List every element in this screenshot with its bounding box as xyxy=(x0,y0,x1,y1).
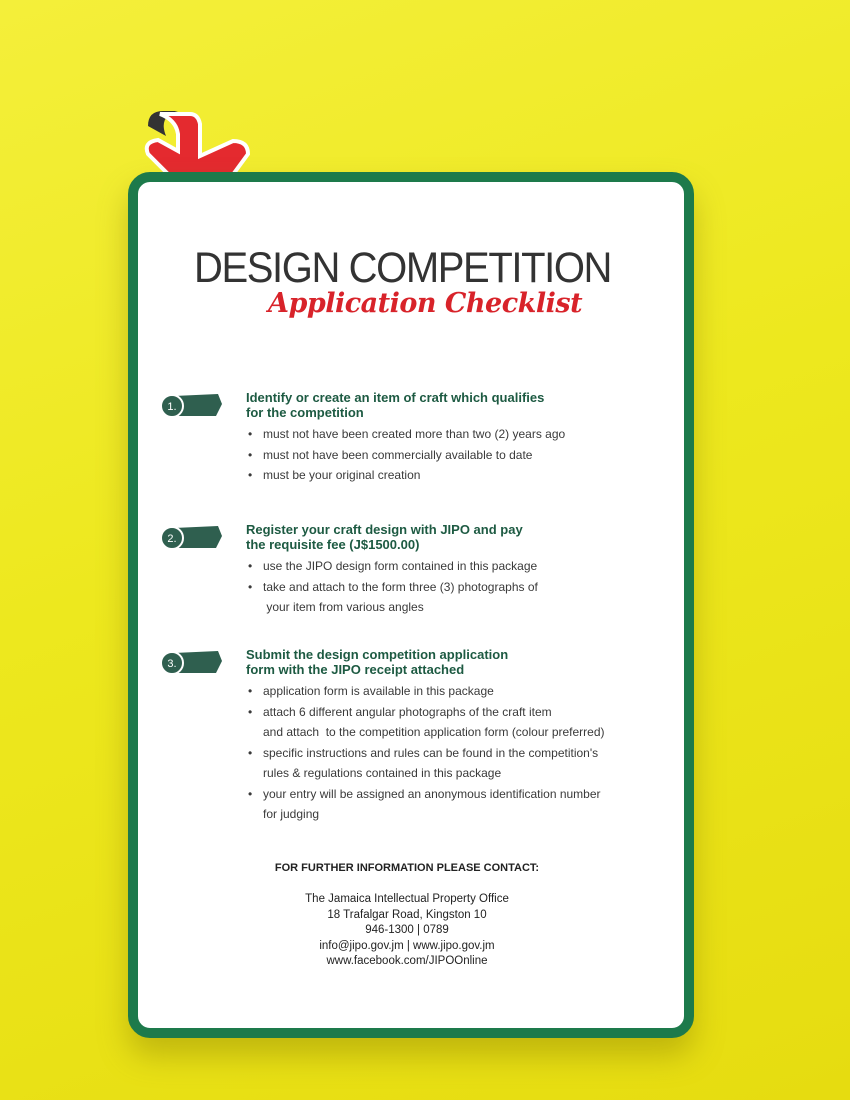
step-bullets: • use the JIPO design form contained in this package • take and attach to the form three (3) photographs of your item from various angles xyxy=(246,556,538,618)
step-badge-icon xyxy=(160,526,222,550)
svg-text:2.: 2. xyxy=(167,533,177,545)
step-bullets: • application form is available in this package • attach 6 different angular photographs of the craft item and attach to the competition application form (colour preferred) • specific instructions and rules can be found in the competition's rules & regulations contained in this package • your entry will be assigned an anonymous identification number for judging xyxy=(246,681,605,825)
page-subtitle: Application Checklist xyxy=(268,288,583,319)
step-badge-icon xyxy=(160,651,222,675)
contact-heading: FOR FURTHER INFORMATION PLEASE CONTACT: xyxy=(274,862,540,874)
step-title: Submit the design competition application form with the JIPO receipt attached xyxy=(246,647,509,677)
step-title: Identify or create an item of craft which qualifies for the competition xyxy=(246,390,545,420)
svg-text:1.: 1. xyxy=(167,401,177,413)
svg-text:3.: 3. xyxy=(167,658,177,670)
step-title: Register your craft design with JIPO and pay the requisite fee (J$1500.00) xyxy=(246,522,523,552)
contact-info: The Jamaica Intellectual Property Office 18 Trafalgar Road, Kingston 10 946-1300 | 0789 info@jipo.gov.jm | www.jipo.gov.jm www.facebook.com/JIPOOnline xyxy=(200,892,614,970)
step-bullets: • must not have been created more than two (2) years ago • must not have been commercially available to date • must be your original creation xyxy=(246,424,565,486)
facebook-link[interactable]: www.facebook.com/JIPOOnline xyxy=(326,955,488,967)
email-website[interactable]: info@jipo.gov.jm | www.jipo.gov.jm xyxy=(319,939,495,952)
page-title: DESIGN COMPETITION xyxy=(194,244,612,292)
step-badge-icon xyxy=(160,394,222,418)
